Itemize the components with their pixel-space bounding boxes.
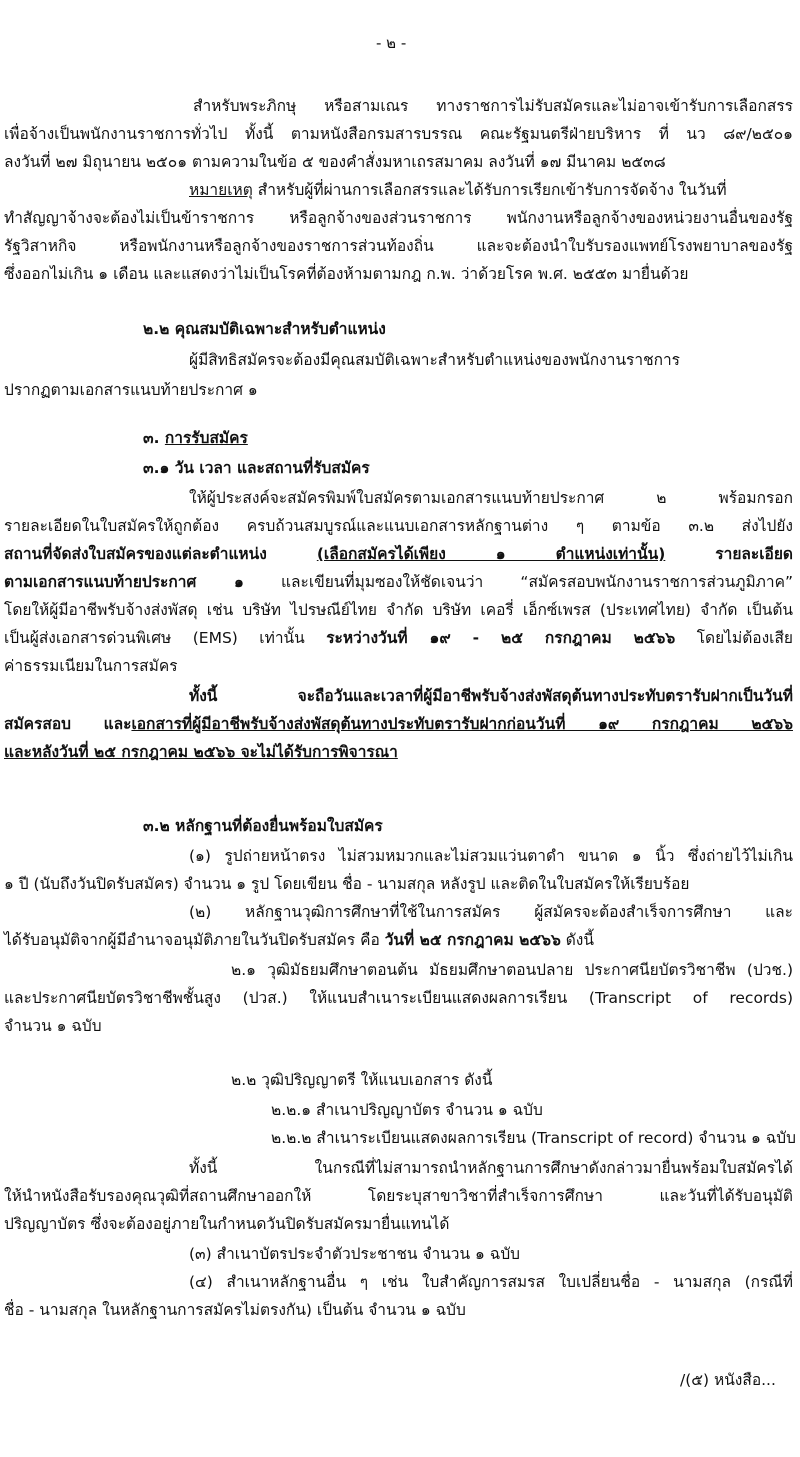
text-span: รายละเอียด — [665, 545, 793, 563]
section-3-1-line-1: ให้ผู้ประสงค์จะสมัครพิมพ์ใบสมัครตามเอกสารแนบท้ายประกาศ ๒ พร้อมกรอก — [189, 489, 793, 507]
item-2-1-line-1: ๒.๑ วุฒิมัธยมศึกษาตอนต้น มัธยมศึกษาตอนปลาย ประกาศนียบัตรวิชาชีพ (ปวช.) — [231, 961, 793, 979]
item-1-line-1: (๑) รูปถ่ายหน้าตรง ไม่สวมหมวกและไม่สวมแว่นตาดำ ขนาด ๑ นิ้ว ซึ่งถ่ายไว้ไม่เกิน — [189, 847, 793, 865]
item-3: (๓) สำเนาบัตรประจำตัวประชาชน จำนวน ๑ ฉบับ — [189, 1245, 521, 1263]
note-line-2: ทำสัญญาจ้างจะต้องไม่เป็นข้าราชการ หรือลูกจ้างของส่วนราชการ พนักงานหรือลูกจ้างของหน่วยงานอื่นของรัฐ — [4, 209, 793, 227]
section-3-1-line-7: ค่าธรรมเนียมในการสมัคร — [4, 657, 178, 675]
item-2-1-line-3: จำนวน ๑ ฉบับ — [4, 1017, 102, 1035]
item-2-2-2: ๒.๒.๒ สำเนาระเบียนแสดงผลการเรียน (Transcript of record) จำนวน ๑ ฉบับ — [271, 1129, 796, 1147]
section-3-1-para2-line-2 — [4, 711, 793, 737]
text-span: เป็นผู้ส่งเอกสารด่วนพิเศษ (EMS) เท่านั้น — [4, 629, 327, 647]
text-span: สมัครสอบ และ — [4, 715, 132, 733]
note-line-4: ซึ่งออกไม่เกิน ๑ เดือน และแสดงว่าไม่เป็นโรคที่ต้องห้ามตามกฎ ก.พ. ว่าด้วยโรค พ.ศ. ๒๕๕๓ มายื่นด้วย — [4, 265, 689, 283]
intro-line-2: เพื่อจ้างเป็นพนักงานราชการทั่วไป ทั้งนี้ ตามหนังสือกรมสารบรรณ คณะรัฐมนตรีฝ่ายบริหาร ที่ นว ๘๙/๒๕๐๑ — [4, 125, 793, 143]
section-3-1-line-6 — [4, 625, 793, 651]
degree-note-line-1: ทั้งนี้ ในกรณีที่ไม่สามารถนำหลักฐานการศึกษาดังกล่าวมายื่นพร้อมใบสมัครได้ — [189, 1159, 793, 1177]
application-period: ระหว่างวันที่ ๑๙ - ๒๕ กรกฎาคม ๒๕๖๖ — [326, 629, 676, 647]
continuation-marker: /(๕) หนังสือ... — [680, 1371, 776, 1389]
intro-line-3: ลงวันที่ ๒๗ มิถุนายน ๒๕๐๑ ตามความในข้อ ๕ ของคำสั่งมหาเถรสมาคม ลงวันที่ ๑๗ มีนาคม ๒๕๓๘ — [4, 153, 666, 171]
section-2-2-heading: ๒.๒ คุณสมบัติเฉพาะสำหรับตำแหน่ง — [143, 320, 386, 338]
degree-note-line-2: ให้นำหนังสือรับรองคุณวุฒิที่สถานศึกษาออกให้ โดยระบุสาขาวิชาที่สำเร็จการศึกษา และวันที่ได้รับอนุมัติ — [4, 1187, 793, 1205]
item-2-1-line-2: และประกาศนียบัตรวิชาชีพชั้นสูง (ปวส.) ให้แนบสำเนาระเบียนแสดงผลการเรียน (Transcript of records) — [4, 989, 793, 1007]
section-3-1-line-3 — [4, 541, 793, 567]
section-2-2-line-1: ผู้มีสิทธิสมัครจะต้องมีคุณสมบัติเฉพาะสำหรับตำแหน่งของพนักงานราชการ — [189, 351, 680, 369]
closing-date: วันที่ ๒๕ กรกฎาคม ๒๕๖๖ — [384, 931, 561, 949]
item-4-line-2: ชื่อ - นามสกุล ในหลักฐานการสมัครไม่ตรงกัน) เป็นต้น จำนวน ๑ ฉบับ — [4, 1301, 466, 1319]
item-2-2-1: ๒.๒.๑ สำเนาปริญญาบัตร จำนวน ๑ ฉบับ — [271, 1101, 543, 1119]
section-2-2-line-2: ปรากฏตามเอกสารแนบท้ายประกาศ ๑ — [4, 381, 258, 399]
page-number: - ๒ - — [376, 34, 407, 52]
note-label: หมายเหตุ — [189, 181, 253, 199]
section-3-heading — [143, 425, 248, 451]
text-span: โดยไม่ต้องเสีย — [675, 629, 793, 647]
intro-line-1: สำหรับพระภิกษุ หรือสามเณร ทางราชการไม่รับสมัครและไม่อาจเข้ารับการเลือกสรร — [193, 97, 793, 115]
single-position-note: (เลือกสมัครได้เพียง ๑ ตำแหน่งเท่านั้น) — [316, 545, 666, 563]
item-4-line-1: (๔) สำเนาหลักฐานอื่น ๆ เช่น ใบสำคัญการสมรส ใบเปลี่ยนชื่อ - นามสกุล (กรณีที่ — [189, 1273, 793, 1291]
text-span: ตามเอกสารแนบท้ายประกาศ ๑ — [4, 573, 244, 591]
note-line-3: รัฐวิสาหกิจ หรือพนักงานหรือลูกจ้างของราชการส่วนท้องถิ่น และจะต้องนำใบรับรองแพทย์โรงพยาบาลของรัฐ — [4, 237, 793, 255]
degree-note-line-3: ปริญญาบัตร ซึ่งจะต้องอยู่ภายในกำหนดวันปิดรับสมัครมายื่นแทนได้ — [4, 1215, 450, 1233]
section-3-number: ๓. — [143, 429, 160, 447]
section-3-2-heading: ๓.๒ หลักฐานที่ต้องยื่นพร้อมใบสมัคร — [143, 817, 383, 835]
text-span: เอกสารที่ผู้มีอาชีพรับจ้างส่งพัสดุต้นทางประทับตรารับฝากก่อนวันที่ ๑๙ กรกฎาคม ๒๕๖๖ — [131, 715, 793, 733]
item-2-line-2 — [4, 927, 594, 953]
text-span: สถานที่จัดส่งใบสมัครของแต่ละตำแหน่ง — [4, 545, 317, 563]
text-span: ได้รับอนุมัติจากผู้มีอำนาจอนุมัติภายในวันปิดรับสมัคร คือ — [4, 931, 385, 949]
note-line-1 — [189, 177, 727, 203]
section-3-1-line-5: โดยให้ผู้มีอาชีพรับจ้างส่งพัสดุ เช่น บริษัท ไปรษณีย์ไทย จำกัด บริษัท เคอรี่ เอ็กซ์เพรส (ประเทศไทย) จำกัด เป็นต้น — [4, 601, 793, 619]
section-3-1-para2-line-1: ทั้งนี้ จะถือวันและเวลาที่ผู้มีอาชีพรับจ้างส่งพัสดุต้นทางประทับตรารับฝากเป็นวันที่ — [189, 687, 793, 705]
section-3-1-heading: ๓.๑ วัน เวลา และสถานที่รับสมัคร — [143, 459, 370, 477]
section-3-1-line-2: รายละเอียดในใบสมัครให้ถูกต้อง ครบถ้วนสมบูรณ์และแนบเอกสารหลักฐานต่าง ๆ ตามข้อ ๓.๒ ส่งไปยัง — [4, 517, 793, 535]
section-3-1-line-4 — [4, 569, 793, 595]
item-2-line-1: (๒) หลักฐานวุฒิการศึกษาที่ใช้ในการสมัคร ผู้สมัครจะต้องสำเร็จการศึกษา และ — [189, 903, 793, 921]
section-3-title: การรับสมัคร — [164, 429, 248, 447]
text-span: ดังนี้ — [560, 931, 594, 949]
item-1-line-2: ๑ ปี (นับถึงวันปิดรับสมัคร) จำนวน ๑ รูป โดยเขียน ชื่อ - นามสกุล หลังรูป และติดในใบสมัครให้เรียบร้อย — [4, 875, 690, 893]
item-2-2: ๒.๒ วุฒิปริญญาตรี ให้แนบเอกสาร ดังนี้ — [231, 1071, 493, 1089]
note-text: สำหรับผู้ที่ผ่านการเลือกสรรและได้รับการเรียกเข้ารับการจัดจ้าง ในวันที่ — [252, 181, 727, 199]
section-3-1-para2-line-3: และหลังวันที่ ๒๕ กรกฎาคม ๒๕๖๖ จะไม่ได้รับการพิจารณา — [4, 743, 398, 761]
text-span: และเขียนที่มุมซองให้ชัดเจนว่า “สมัครสอบพนักงานราชการส่วนภูมิภาค” — [243, 573, 793, 591]
